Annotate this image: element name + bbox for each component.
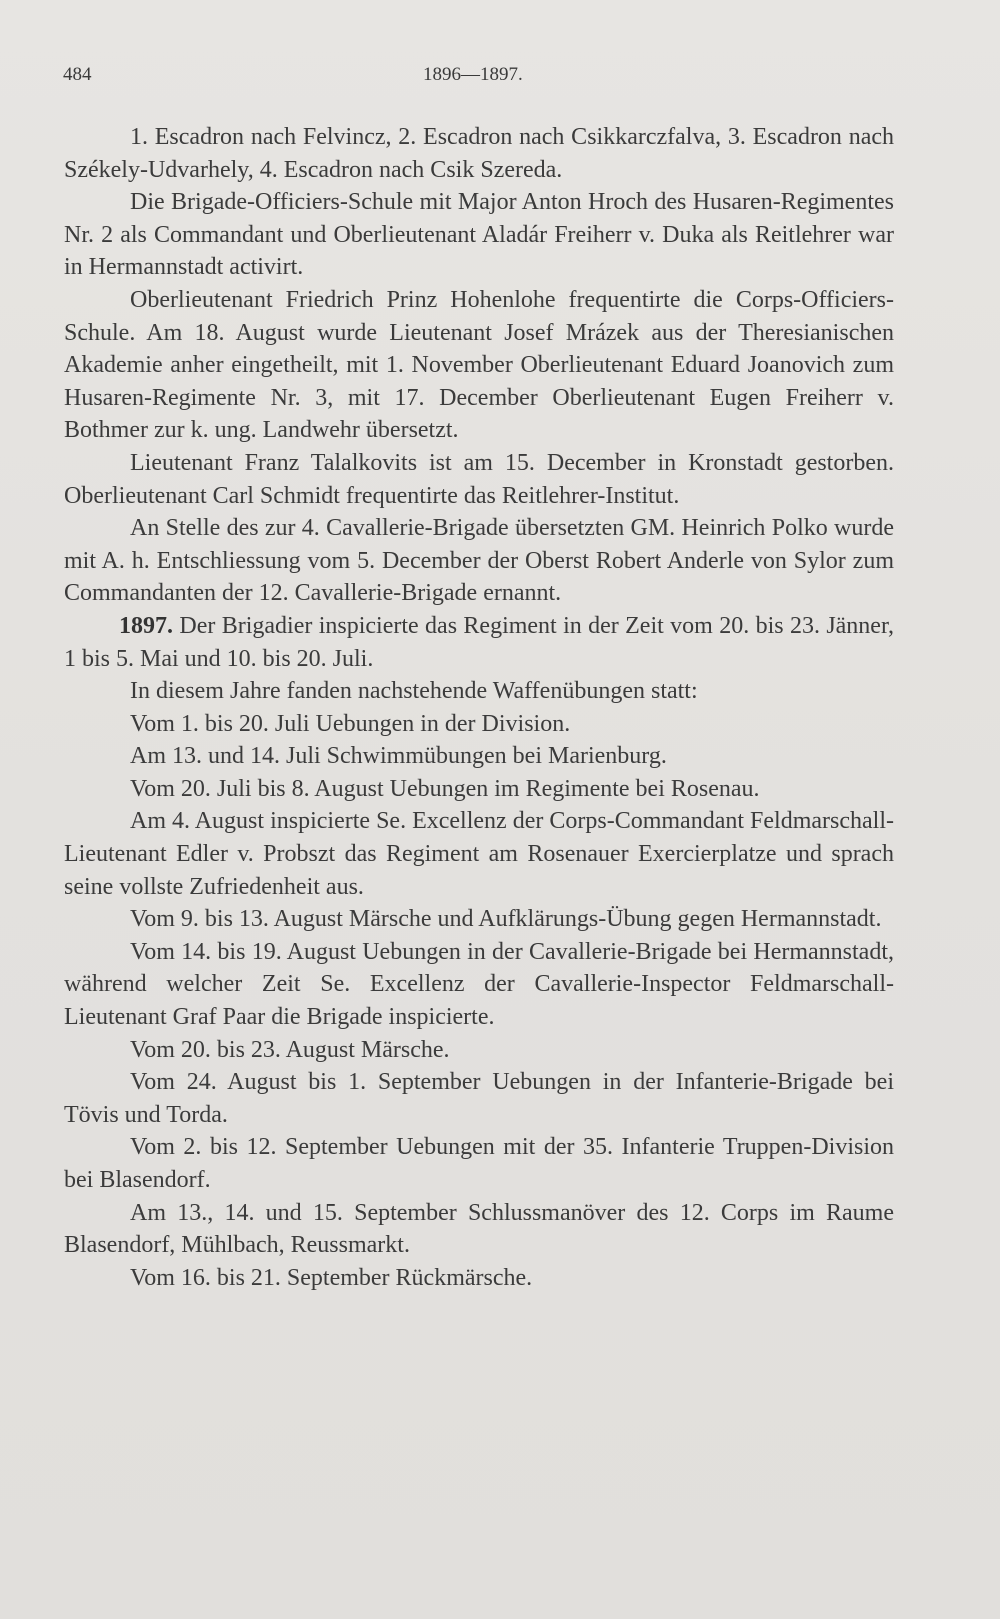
body-text: [64, 121, 894, 1294]
year-heading: 1897.: [119, 612, 173, 639]
paragraph: Lieutenant Franz Talalkovits ist am 15. December in Kronstadt gestorben. Oberlieutenant Carl Schmidt frequentirte das Reitlehrer-Institut.: [64, 449, 894, 509]
paragraph: Oberlieutenant Friedrich Prinz Hohenlohe frequentirte die Corps-Officiers-Schule. Am 18. August wurde Lieutenant Josef Mrázek aus der Theresianischen Akademie anher eingetheilt, mit 1. November Oberlieutenant Eduard Joanovich zum Husaren-Regimente Nr. 3, mit 17. December Oberlieutenant Eugen Freiherr v. Bothmer zur k. ung. Landwehr übersetzt.: [64, 286, 894, 444]
paragraph: Am 13. und 14. Juli Schwimmübungen bei Marienburg.: [130, 743, 667, 770]
paragraph: Am 13., 14. und 15. September Schlussmanöver des 12. Corps im Raume Blasendorf, Mühlbach, Reussmarkt.: [64, 1199, 894, 1259]
paragraph: An Stelle des zur 4. Cavallerie-Brigade übersetzten GM. Heinrich Polko wurde mit A. h. Entschliessung vom 5. December der Oberst Robert Anderle von Sylor zum Commandanten der 12. Cavallerie-Brigade ernannt.: [64, 515, 894, 607]
paragraph: Vom 20. bis 23. August Märsche.: [130, 1036, 450, 1063]
paragraph: Vom 9. bis 13. August Märsche und Aufklärungs-Übung gegen Hermannstadt.: [130, 906, 882, 933]
paragraph: Vom 14. bis 19. August Uebungen in der Cavallerie-Brigade bei Hermannstadt, während welcher Zeit Se. Excellenz der Cavallerie-Inspector Feldmarschall-Lieutenant Graf Paar die Brigade inspicierte.: [64, 938, 894, 1031]
paragraph: Vom 20. Juli bis 8. August Uebungen im Regimente bei Rosenau.: [130, 775, 760, 802]
paragraph: 1. Escadron nach Felvincz, 2. Escadron nach Csikkarczfalva, 3. Escadron nach Székely-Udvarhely, 4. Escadron nach Csik Szereda.: [64, 124, 894, 183]
page-header: [63, 64, 893, 88]
page-number: 484: [63, 64, 92, 85]
paragraph: Vom 1. bis 20. Juli Uebungen in der Division.: [130, 710, 571, 737]
paragraph: Vom 24. August bis 1. September Uebungen in der Infanterie-Brigade bei Tövis und Torda.: [64, 1069, 894, 1128]
running-head: 1896—1897.: [423, 64, 523, 85]
year-paragraph: [64, 610, 894, 675]
paragraph: Die Brigade-Officiers-Schule mit Major Anton Hroch des Husaren-Regimentes Nr. 2 als Commandant und Oberlieutenant Aladár Freiherr v. Duka als Reitlehrer war in Hermannstadt activirt.: [64, 189, 894, 281]
year-paragraph-text: Der Brigadier inspicierte das Regiment in der Zeit vom 20. bis 23. Jänner, 1 bis 5. Mai und 10. bis 20. Juli.: [64, 612, 894, 672]
paragraph: Vom 16. bis 21. September Rückmärsche.: [130, 1264, 533, 1291]
paragraph: In diesem Jahre fanden nachstehende Waffenübungen statt:: [130, 678, 698, 705]
paragraph: Am 4. August inspicierte Se. Excellenz der Corps-Commandant Feldmarschall-Lieutenant Edler v. Probszt das Regiment am Rosenauer Exercierplatze und sprach seine vollste Zufriedenheit aus.: [64, 808, 894, 900]
paragraph: Vom 2. bis 12. September Uebungen mit der 35. Infanterie Truppen-Division bei Blasendorf.: [64, 1134, 894, 1193]
